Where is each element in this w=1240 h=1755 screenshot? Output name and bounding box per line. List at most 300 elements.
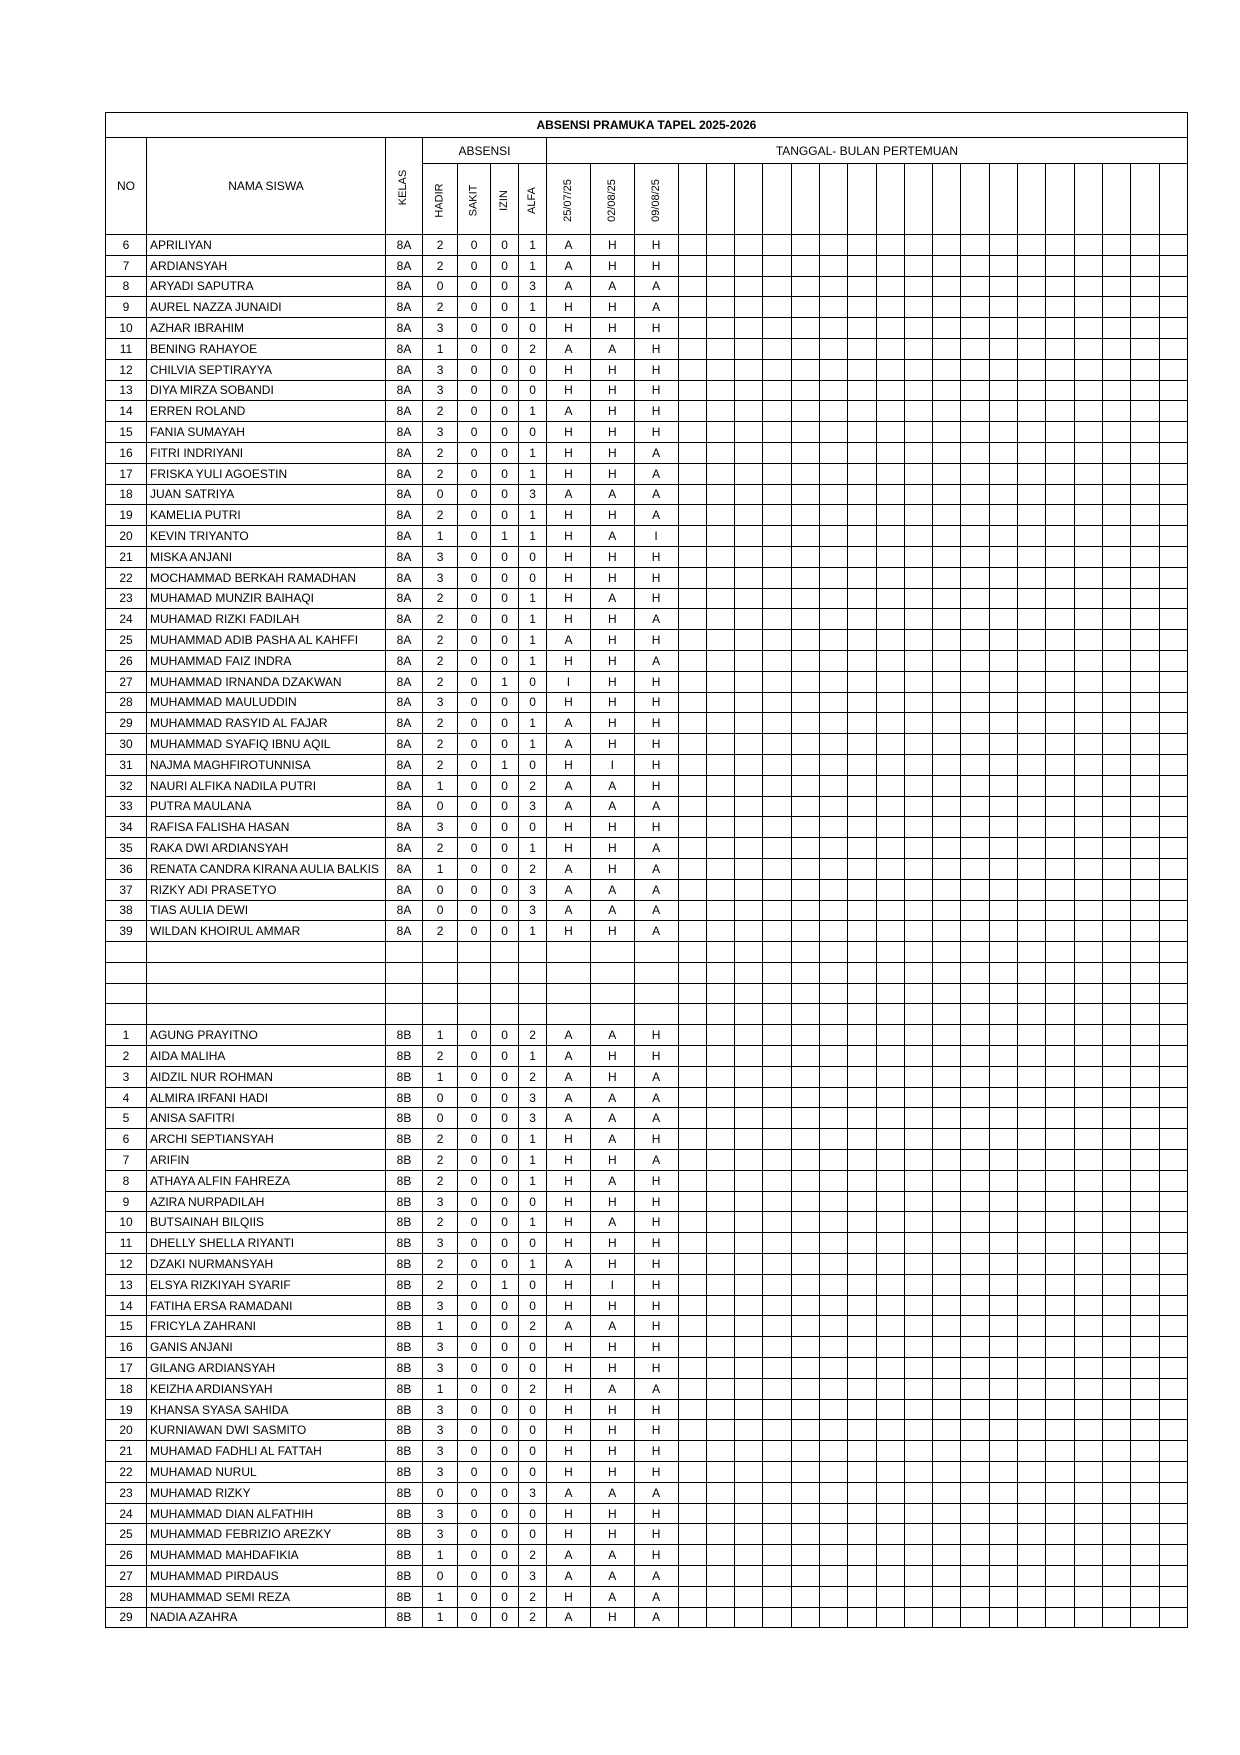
empty-date-cell <box>735 505 763 526</box>
blank-row <box>106 983 1188 1004</box>
empty-cell <box>458 1004 491 1025</box>
count-alfa: 0 <box>519 422 547 443</box>
attendance-mark: A <box>547 713 591 734</box>
empty-date-cell <box>1018 858 1046 879</box>
attendance-mark: H <box>634 1358 678 1379</box>
student-row <box>106 838 1188 859</box>
empty-date-cell <box>1074 630 1102 651</box>
empty-date-cell <box>876 838 904 859</box>
empty-date-cell <box>1102 900 1130 921</box>
empty-date-cell <box>848 338 876 359</box>
empty-date-cell <box>848 401 876 422</box>
empty-cell <box>1131 1004 1159 1025</box>
empty-date-cell <box>1046 900 1074 921</box>
empty-date-cell <box>904 1566 932 1587</box>
empty-cell <box>678 1004 706 1025</box>
empty-date-cell <box>820 1295 848 1316</box>
empty-date-cell <box>820 442 848 463</box>
count-alfa: 3 <box>519 796 547 817</box>
attendance-mark: H <box>634 1316 678 1337</box>
empty-date-cell <box>735 713 763 734</box>
student-no: 23 <box>106 1482 147 1503</box>
empty-date-cell <box>1074 1566 1102 1587</box>
empty-date-cell <box>961 546 989 567</box>
empty-date-cell <box>961 630 989 651</box>
count-alfa: 3 <box>519 1566 547 1587</box>
student-kelas: 8A <box>386 297 423 318</box>
empty-date-cell <box>989 1087 1017 1108</box>
count-izin: 1 <box>491 526 519 547</box>
empty-date-cell <box>904 692 932 713</box>
empty-date-cell <box>735 692 763 713</box>
count-sakit: 0 <box>458 318 491 339</box>
empty-date-cell <box>933 1545 961 1566</box>
empty-date-cell <box>989 422 1017 443</box>
empty-date-cell <box>876 1129 904 1150</box>
empty-date-cell <box>820 1524 848 1545</box>
empty-date-cell <box>1018 297 1046 318</box>
student-row <box>106 546 1188 567</box>
student-kelas: 8B <box>386 1025 423 1046</box>
empty-date-cell <box>735 1566 763 1587</box>
empty-date-cell <box>933 1087 961 1108</box>
attendance-mark: A <box>634 463 678 484</box>
empty-date-cell <box>763 442 791 463</box>
count-izin: 0 <box>491 1087 519 1108</box>
empty-date-cell <box>820 1066 848 1087</box>
count-hadir: 3 <box>423 318 458 339</box>
empty-date-cell <box>735 1191 763 1212</box>
empty-date-cell <box>1131 1108 1159 1129</box>
empty-date-cell <box>735 318 763 339</box>
attendance-mark: A <box>634 276 678 297</box>
count-izin: 0 <box>491 1441 519 1462</box>
empty-date-cell <box>1131 879 1159 900</box>
empty-date-cell <box>989 796 1017 817</box>
empty-date-cell <box>1074 754 1102 775</box>
empty-date-cell <box>904 609 932 630</box>
empty-date-cell <box>933 1254 961 1275</box>
empty-date-cell <box>1018 401 1046 422</box>
count-hadir: 2 <box>423 713 458 734</box>
empty-cell <box>634 962 678 983</box>
empty-date-cell <box>1159 588 1187 609</box>
count-hadir: 0 <box>423 796 458 817</box>
empty-date-cell <box>1102 879 1130 900</box>
count-hadir: 3 <box>423 1233 458 1254</box>
attendance-mark: A <box>590 1170 634 1191</box>
empty-date-cell <box>1018 1482 1046 1503</box>
empty-cell <box>147 942 386 963</box>
count-alfa: 3 <box>519 1482 547 1503</box>
count-izin: 0 <box>491 1025 519 1046</box>
empty-date-cell <box>763 380 791 401</box>
student-no: 17 <box>106 463 147 484</box>
empty-date-cell <box>1018 1170 1046 1191</box>
empty-date-cell <box>706 1170 734 1191</box>
count-alfa: 0 <box>519 567 547 588</box>
student-no: 39 <box>106 921 147 942</box>
student-name: ARYADI SAPUTRA <box>147 276 386 297</box>
empty-date-cell <box>1159 1420 1187 1441</box>
attendance-mark: H <box>634 775 678 796</box>
count-sakit: 0 <box>458 1566 491 1587</box>
empty-date-cell <box>763 1254 791 1275</box>
attendance-mark: A <box>590 1025 634 1046</box>
attendance-mark: H <box>634 734 678 755</box>
empty-date-cell <box>820 630 848 651</box>
empty-date-cell <box>848 1482 876 1503</box>
empty-date-cell <box>904 1545 932 1566</box>
count-hadir: 1 <box>423 1378 458 1399</box>
attendance-mark: A <box>547 879 591 900</box>
empty-date-cell <box>933 1337 961 1358</box>
count-sakit: 0 <box>458 1441 491 1462</box>
header-absensi: ABSENSI <box>423 138 547 164</box>
empty-date-cell <box>1046 1545 1074 1566</box>
empty-date-cell <box>678 297 706 318</box>
count-izin: 0 <box>491 297 519 318</box>
empty-date-cell <box>678 1586 706 1607</box>
attendance-mark: H <box>590 567 634 588</box>
student-kelas: 8B <box>386 1046 423 1067</box>
empty-date-cell <box>876 858 904 879</box>
empty-date-cell <box>820 1545 848 1566</box>
count-izin: 0 <box>491 1066 519 1087</box>
empty-date-cell <box>1074 1025 1102 1046</box>
empty-date-cell <box>1159 1399 1187 1420</box>
student-row <box>106 235 1188 256</box>
student-no: 14 <box>106 1295 147 1316</box>
attendance-mark: H <box>634 422 678 443</box>
empty-date-cell <box>876 1066 904 1087</box>
attendance-mark: A <box>547 1316 591 1337</box>
student-kelas: 8A <box>386 442 423 463</box>
empty-date-cell <box>876 1212 904 1233</box>
empty-date-cell <box>933 422 961 443</box>
count-hadir: 2 <box>423 838 458 859</box>
empty-date-cell <box>1102 754 1130 775</box>
empty-date-cell <box>706 1254 734 1275</box>
count-sakit: 0 <box>458 1482 491 1503</box>
empty-date-cell <box>961 796 989 817</box>
empty-cell <box>848 1004 876 1025</box>
empty-date-cell <box>1074 484 1102 505</box>
count-alfa: 0 <box>519 1462 547 1483</box>
empty-date-cell <box>1074 671 1102 692</box>
empty-date-cell <box>1159 297 1187 318</box>
attendance-mark: A <box>634 505 678 526</box>
empty-date-cell <box>989 442 1017 463</box>
attendance-mark: H <box>547 1441 591 1462</box>
header-hadir-label: HADIR <box>433 182 446 218</box>
student-kelas: 8B <box>386 1378 423 1399</box>
empty-date-cell <box>848 921 876 942</box>
empty-date-cell <box>1018 1358 1046 1379</box>
student-name: AZIRA NURPADILAH <box>147 1191 386 1212</box>
empty-date-cell <box>1102 1358 1130 1379</box>
empty-date-cell <box>1018 235 1046 256</box>
empty-date-cell <box>933 1295 961 1316</box>
empty-date-cell <box>904 734 932 755</box>
attendance-mark: H <box>547 754 591 775</box>
empty-date-cell <box>961 401 989 422</box>
empty-date-cell <box>1159 1378 1187 1399</box>
student-no: 19 <box>106 505 147 526</box>
empty-date-cell <box>961 1503 989 1524</box>
empty-date-cell <box>1018 692 1046 713</box>
empty-cell <box>1131 942 1159 963</box>
empty-date-cell <box>1046 1524 1074 1545</box>
attendance-mark: A <box>590 1545 634 1566</box>
empty-date-cell <box>1074 838 1102 859</box>
empty-date-cell <box>961 338 989 359</box>
student-name: MUHAMMAD DIAN ALFATHIH <box>147 1503 386 1524</box>
header-hadir <box>423 164 458 235</box>
empty-date-cell <box>989 609 1017 630</box>
empty-date-cell <box>706 1129 734 1150</box>
count-hadir: 1 <box>423 338 458 359</box>
student-kelas: 8A <box>386 401 423 422</box>
attendance-mark: I <box>590 1274 634 1295</box>
student-no: 1 <box>106 1025 147 1046</box>
empty-date-cell <box>848 630 876 651</box>
empty-date-cell <box>1046 422 1074 443</box>
empty-date-cell <box>735 380 763 401</box>
empty-date-cell <box>706 1108 734 1129</box>
empty-date-cell <box>820 505 848 526</box>
empty-date-cell <box>1018 713 1046 734</box>
empty-date-cell <box>933 255 961 276</box>
student-name: NADIA AZAHRA <box>147 1607 386 1628</box>
empty-date-cell <box>933 1399 961 1420</box>
empty-date-cell <box>678 1233 706 1254</box>
empty-cell <box>1159 983 1187 1004</box>
empty-cell <box>876 962 904 983</box>
empty-date-cell <box>961 1378 989 1399</box>
count-alfa: 2 <box>519 1586 547 1607</box>
empty-date-cell <box>791 1066 819 1087</box>
empty-date-cell <box>735 442 763 463</box>
empty-date-cell <box>961 422 989 443</box>
empty-date-cell <box>678 1274 706 1295</box>
empty-date-cell <box>1074 1545 1102 1566</box>
empty-date-cell <box>933 1462 961 1483</box>
header-date-empty <box>820 164 848 235</box>
empty-date-cell <box>989 1233 1017 1254</box>
empty-date-cell <box>706 1399 734 1420</box>
empty-date-cell <box>961 318 989 339</box>
attendance-mark: H <box>547 1212 591 1233</box>
empty-date-cell <box>1018 1046 1046 1067</box>
empty-date-cell <box>763 1087 791 1108</box>
empty-date-cell <box>1159 1503 1187 1524</box>
student-kelas: 8B <box>386 1191 423 1212</box>
empty-date-cell <box>848 276 876 297</box>
empty-date-cell <box>1018 796 1046 817</box>
count-izin: 0 <box>491 609 519 630</box>
student-no: 27 <box>106 1566 147 1587</box>
empty-date-cell <box>1018 255 1046 276</box>
empty-date-cell <box>989 838 1017 859</box>
count-hadir: 2 <box>423 505 458 526</box>
student-row <box>106 567 1188 588</box>
student-kelas: 8A <box>386 609 423 630</box>
empty-date-cell <box>961 1441 989 1462</box>
empty-date-cell <box>1131 255 1159 276</box>
empty-date-cell <box>1018 754 1046 775</box>
attendance-mark: H <box>547 817 591 838</box>
empty-cell <box>989 942 1017 963</box>
empty-cell <box>904 983 932 1004</box>
student-name: FRISKA YULI AGOESTIN <box>147 463 386 484</box>
empty-date-cell <box>820 796 848 817</box>
empty-date-cell <box>706 1378 734 1399</box>
student-no: 28 <box>106 692 147 713</box>
empty-date-cell <box>791 1441 819 1462</box>
empty-date-cell <box>989 567 1017 588</box>
empty-date-cell <box>735 1607 763 1628</box>
empty-date-cell <box>933 1358 961 1379</box>
empty-date-cell <box>1131 1025 1159 1046</box>
student-name: DIYA MIRZA SOBANDI <box>147 380 386 401</box>
empty-date-cell <box>904 1482 932 1503</box>
attendance-mark: H <box>547 1420 591 1441</box>
student-row <box>106 255 1188 276</box>
attendance-mark: H <box>634 567 678 588</box>
count-hadir: 0 <box>423 1566 458 1587</box>
attendance-mark: H <box>634 1191 678 1212</box>
empty-date-cell <box>791 1607 819 1628</box>
empty-date-cell <box>876 1295 904 1316</box>
empty-date-cell <box>933 1441 961 1462</box>
empty-date-cell <box>1074 338 1102 359</box>
attendance-mark: H <box>634 255 678 276</box>
empty-date-cell <box>904 713 932 734</box>
empty-date-cell <box>1018 1462 1046 1483</box>
empty-date-cell <box>678 1170 706 1191</box>
student-row <box>106 1233 1188 1254</box>
empty-date-cell <box>791 1025 819 1046</box>
empty-date-cell <box>735 235 763 256</box>
header-date-label: 02/08/25 <box>605 178 618 222</box>
count-alfa: 1 <box>519 630 547 651</box>
empty-date-cell <box>933 1212 961 1233</box>
empty-date-cell <box>763 630 791 651</box>
attendance-mark: H <box>590 422 634 443</box>
attendance-mark: A <box>547 484 591 505</box>
count-sakit: 0 <box>458 359 491 380</box>
header-date-empty <box>1159 164 1187 235</box>
empty-date-cell <box>989 463 1017 484</box>
empty-date-cell <box>1159 1358 1187 1379</box>
empty-date-cell <box>763 255 791 276</box>
empty-date-cell <box>1102 817 1130 838</box>
student-name: KEIZHA ARDIANSYAH <box>147 1378 386 1399</box>
attendance-mark: A <box>590 1482 634 1503</box>
header-date-empty <box>1046 164 1074 235</box>
empty-date-cell <box>678 630 706 651</box>
empty-date-cell <box>961 1586 989 1607</box>
empty-date-cell <box>876 1108 904 1129</box>
empty-cell <box>848 962 876 983</box>
empty-date-cell <box>1131 1046 1159 1067</box>
student-name: ATHAYA ALFIN FAHREZA <box>147 1170 386 1191</box>
empty-date-cell <box>904 1358 932 1379</box>
attendance-mark: H <box>547 1170 591 1191</box>
attendance-mark: H <box>634 1295 678 1316</box>
empty-date-cell <box>1131 588 1159 609</box>
empty-date-cell <box>735 900 763 921</box>
empty-date-cell <box>1018 650 1046 671</box>
empty-date-cell <box>848 422 876 443</box>
empty-date-cell <box>1046 1254 1074 1275</box>
empty-date-cell <box>791 1254 819 1275</box>
empty-date-cell <box>735 567 763 588</box>
attendance-mark: A <box>634 1066 678 1087</box>
empty-date-cell <box>1074 1316 1102 1337</box>
empty-date-cell <box>1018 734 1046 755</box>
empty-date-cell <box>848 588 876 609</box>
count-hadir: 2 <box>423 442 458 463</box>
count-hadir: 3 <box>423 1337 458 1358</box>
empty-date-cell <box>989 1378 1017 1399</box>
empty-date-cell <box>735 1025 763 1046</box>
empty-date-cell <box>1102 255 1130 276</box>
empty-date-cell <box>763 1420 791 1441</box>
count-sakit: 0 <box>458 276 491 297</box>
count-alfa: 1 <box>519 505 547 526</box>
empty-date-cell <box>989 401 1017 422</box>
empty-date-cell <box>820 734 848 755</box>
empty-date-cell <box>706 1212 734 1233</box>
empty-date-cell <box>876 1150 904 1171</box>
count-izin: 0 <box>491 630 519 651</box>
student-no: 23 <box>106 588 147 609</box>
empty-date-cell <box>961 900 989 921</box>
empty-date-cell <box>1074 1441 1102 1462</box>
student-name: ALMIRA IRFANI HADI <box>147 1087 386 1108</box>
count-hadir: 2 <box>423 1274 458 1295</box>
count-hadir: 3 <box>423 1524 458 1545</box>
empty-date-cell <box>763 900 791 921</box>
empty-date-cell <box>706 879 734 900</box>
count-izin: 0 <box>491 650 519 671</box>
empty-date-cell <box>820 1212 848 1233</box>
empty-date-cell <box>706 276 734 297</box>
empty-date-cell <box>904 879 932 900</box>
empty-date-cell <box>989 713 1017 734</box>
empty-date-cell <box>1046 1586 1074 1607</box>
empty-date-cell <box>989 588 1017 609</box>
attendance-mark: H <box>590 1441 634 1462</box>
count-izin: 0 <box>491 318 519 339</box>
empty-date-cell <box>1074 318 1102 339</box>
empty-date-cell <box>763 1462 791 1483</box>
student-no: 10 <box>106 318 147 339</box>
count-sakit: 0 <box>458 380 491 401</box>
attendance-table <box>105 112 1188 1628</box>
attendance-mark: H <box>547 422 591 443</box>
empty-date-cell <box>904 671 932 692</box>
empty-date-cell <box>961 484 989 505</box>
empty-date-cell <box>848 297 876 318</box>
empty-date-cell <box>763 817 791 838</box>
empty-date-cell <box>961 1399 989 1420</box>
count-izin: 0 <box>491 235 519 256</box>
empty-date-cell <box>791 255 819 276</box>
empty-date-cell <box>1074 796 1102 817</box>
